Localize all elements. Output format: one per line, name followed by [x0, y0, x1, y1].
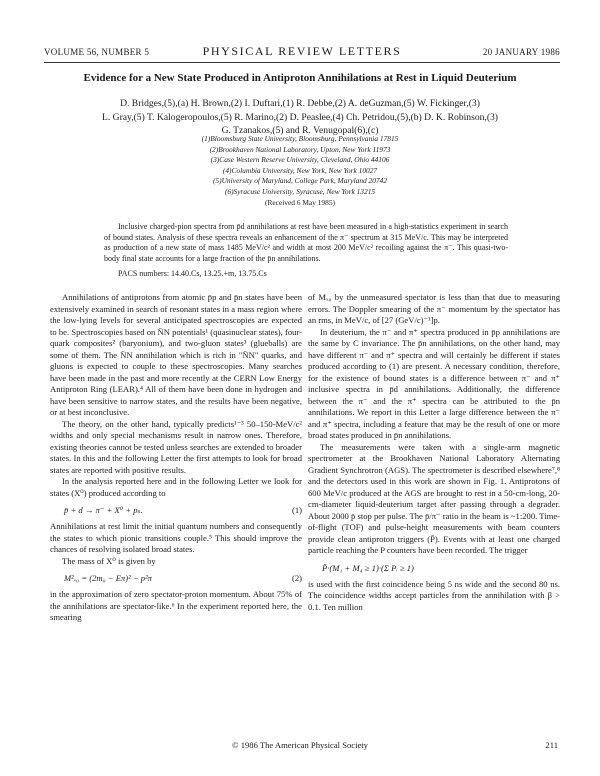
trigger-equation: [308, 557, 560, 579]
abstract: Inclusive charged-pion spectra from p̄d annihilations at rest have been measured in a high-statistics experiment in search of bound states. Analysis of these spectra reveals an enhancement of the π⁻ spectrum at 315 MeV/c. This may be interpreted as production of a new state of mass 1485 MeV/c² and width at most 200 MeV/c² recoiling against the π⁻. This quasi-two-body final state accounts for a large fraction of the p̄n annihilations.: [104, 222, 508, 263]
page-footer: [0, 740, 600, 754]
right-column: [308, 292, 560, 613]
affiliation-list: [120, 134, 480, 208]
affiliation: (6)Syracuse University, Syracuse, New York 13215: [224, 186, 376, 196]
page-number: 211: [545, 740, 558, 750]
equation-2: [50, 567, 302, 589]
equation-body: M²ₓ₀ = (2m₀ − Eπ)² − p²π: [64, 573, 152, 583]
journal-title: PHYSICAL REVIEW LETTERS: [202, 44, 402, 58]
paragraph: in the approximation of zero spectator-proton momentum. About 75% of the annihilations are spectator-like.⁶ In the experiment reported here, the smearing: [50, 589, 302, 622]
author-line: D. Bridges,(5),(a) H. Brown,(2) I. Duftari,(1) R. Debbe,(2) A. deGuzman,(5) W. Fickinger,(3): [120, 98, 480, 109]
pacs-numbers: PACS numbers: 14.40.Cs, 13.25.+m, 13.75.Cs: [118, 269, 267, 278]
affiliation: (4)Columbia University, New York, New York 10027: [222, 165, 378, 175]
paragraph: of Mₓ₀ by the unmeasured spectator is less than that due to measuring errors. The Doppler smearing of the π⁻ momentum by the spectator has an rms, in MeV/c, of [27 (GeV/c)⁻¹]p.: [308, 292, 560, 325]
equation-number: (2): [291, 573, 302, 583]
paragraph: In the analysis reported here and in the following Letter we look for states (X⁰) produced according to: [50, 476, 302, 498]
affiliation: (3)Case Western Reserve University, Cleveland, Ohio 44106: [210, 155, 390, 165]
paragraph: The theory, on the other hand, typically predicts¹⁻³ 50–150-MeV/c² widths and only special mechanisms result in narrow ones. Therefore, existing theories cannot be tested unless searches are extended to broader states. In this and the following Letter the first attempts to look for broad states are reported with positive results.: [50, 418, 302, 475]
volume-number: VOLUME 56, NUMBER 5: [44, 47, 150, 57]
paragraph: Annihilations of antiprotons from atomic p̄p and p̄n states have been extensively examined in search of resonant states in a mass region where the low-lying levels for several anticipated spectroscopies are expected to be. Spectroscopies based on N̄N potentials¹ (quasinuclear states), four-quark composites² (baryonium), and two-gluon states³ (glueballs) are some of them. The N̄N annihilation which is rich in "N̄N" quarks, and gluons is expected to couple to these spectroscopies. Many searches have been made in the past and more recently at the CERN Low Energy Antiproton Ring (LEAR).⁴ All of them have been done in hydrogen and have been sensitive to narrow states, and the results have been negative, or at best inconclusive.: [50, 292, 302, 417]
received-date: (Received 6 May 1985): [265, 197, 335, 207]
affiliation: (1)Bloomsburg State University, Bloomsburg, Pennsylvania 17815: [201, 134, 399, 143]
paragraph: Annihilations at rest limit the initial quantum numbers and consequently the states to which pionic transitions couple.⁵ This should improve the chances of resolving isolated broad states.: [50, 521, 302, 554]
header-rule: [44, 62, 560, 63]
affiliation: (2)Brookhaven National Laboratory, Upton, New York 11973: [209, 144, 391, 154]
equation-1: [50, 499, 302, 521]
left-column: [50, 292, 302, 624]
paragraph: The measurements were taken with a single-arm magnetic spectrometer at the Brookhaven National Laboratory Alternating Gradient Synchrotron (AGS). The spectrometer is described elsewhere⁷,⁸ and the detectors used in this work are shown in Fig. 1. Antiprotons of 600 MeV/c produced at the AGS are brought to rest in a 50-cm-long, 20-cm-diameter liquid-deuterium target after passing through a degrader. About 2000 p̄ stop per pulse. The p̄/π⁻ ratio in the beam is ~1:200. Time-of-flight (TOF) and pulse-height measurements with beam counters provide clean antiproton triggers (P̄). Events with at least one charged particle reaching the P counters have been recorded. The trigger: [308, 441, 560, 555]
affiliation: (5)University of Maryland, College Park, Maryland 20742: [212, 176, 388, 186]
paragraph: In deuterium, the π⁻ and π⁺ spectra produced in p̄p annihilations are the same by C invariance. The p̄n annihilations, on the other hand, may have different π⁻ and π⁺ spectra and will certainly be different if states produced according to (1) are present. A necessary condition, therefore, for the existence of bound states is a difference between π⁻ and π⁺ inclusive spectra in p̄d annihilations. Additionally, the difference between the π⁻ and the π⁺ spectra can be attributed to the p̄n annihilations. We report in this Letter a large difference between the π⁻ and π⁺ spectra, including a feature that may be the result of one or more broad states produced in p̄n annihilations.: [308, 326, 560, 440]
equation-body: P̄·(M₁ + M₄ ≥ 1)·(Σ Pᵢ ≥ 1): [322, 562, 414, 573]
author-list: [60, 97, 540, 138]
running-header: [44, 44, 560, 60]
article-title: Evidence for a New State Produced in Antiproton Annihilations at Rest in Liquid Deuterium: [83, 72, 517, 84]
equation-body: p̄ + d → π⁻ + X⁰ + pₛ.: [64, 505, 143, 515]
copyright-notice: © 1986 The American Physical Society: [232, 740, 368, 750]
author-line: L. Gray,(5) T. Kalogeropoulos,(5) R. Marino,(2) D. Peaslee,(4) Ch. Petridou,(5),(b) D. K. Robinson,(3): [101, 111, 499, 123]
equation-number: (1): [291, 505, 302, 515]
paragraph: is used with the first coincidence being 5 ns wide and the second 80 ns. The coincidence widths accept particles from the annihilation with β > 0.1. Ten million: [308, 578, 560, 612]
paragraph: The mass of X⁰ is given by: [62, 555, 156, 566]
author-line: G. Tzanakos,(5) and R. Venugopal(6),(c): [221, 125, 379, 136]
issue-date: 20 JANUARY 1986: [482, 47, 560, 57]
